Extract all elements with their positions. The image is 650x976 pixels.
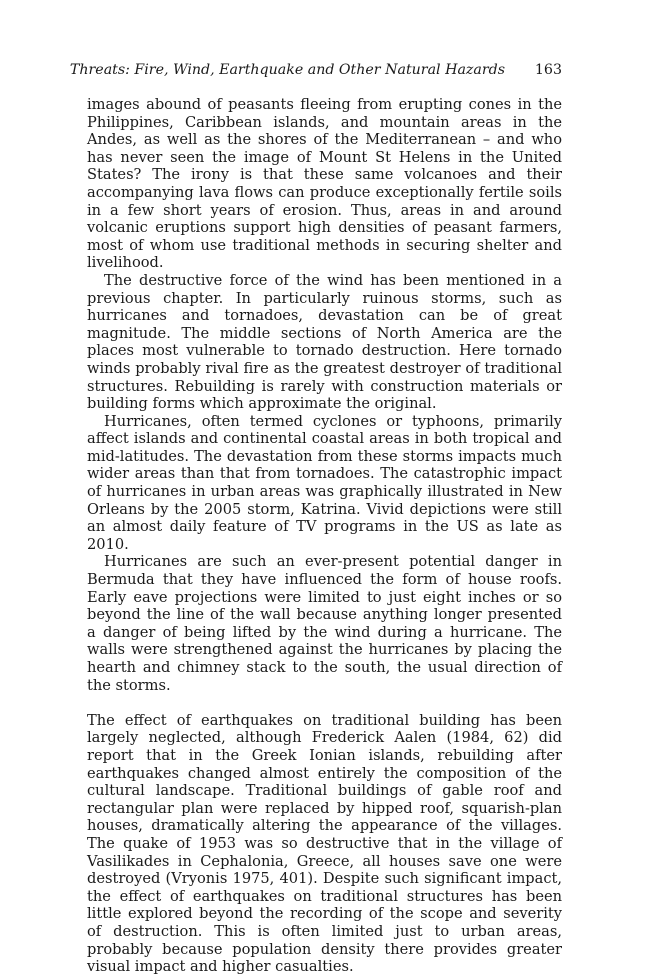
running-title: Threats: Fire, Wind, Earthquake and Other Natural Hazards (69, 62, 505, 78)
paragraph-bermuda: Hurricanes are such an ever-present potential danger in Bermuda that they have influenced the form of house roofs. Early eave projections were limited to just eight inches or so beyond the line of the wall because anything longer presented a danger of being lifted by the wind during a hurricane. The walls were strengthened against the hurricanes by placing the hearth and chimney stack to the south, the usual direction of the storms. (87, 553, 562, 694)
book-page (69, 0, 562, 976)
body-text (87, 96, 562, 976)
paragraph-wind: The destructive force of the wind has been mentioned in a previous chapter. In particularly ruinous storms, such as hurricanes and tornadoes, devastation can be of great magnitude. The middle sections of North America are the places most vulnerable to tornado destruction. Here tornado winds probably rival fire as the greatest destroyer of traditional structures. Rebuilding is rarely with construction materials or building forms which approximate the original. (87, 271, 562, 413)
paragraph-volcanoes: images abound of peasants fleeing from erupting cones in the Philippines, Caribbean islands, and mountain areas in the Andes, as well as the shores of the Mediterranean – and who has never seen the image of Mount St Helens in the United States? The irony is that these same volcanoes and their accompanying lava flows can produce exceptionally fertile soils in a few short years of erosion. Thus, areas in and around volcanic eruptions support high densities of peasant farmers, most of whom use traditional methods in securing shelter and livelihood. (87, 96, 562, 272)
running-head (69, 60, 562, 80)
page-number: 163 (534, 62, 562, 78)
paragraph-earthquakes: The effect of earthquakes on traditional building has been largely neglected, although Frederick Aalen (1984, 62) did report that in the Greek Ionian islands, rebuilding after earthquakes changed almost entirely the composition of the cultural landscape. Traditional buildings of gable roof and rectangular plan were replaced by hipped roof, squarish-plan houses, dramatically altering the appearance of the villages. The quake of 1953 was so destructive that in the village of Vasilikades in Cephalonia, Greece, all houses save one were destroyed (Vryonis 1975, 401). Despite such significant impact, the effect of earthquakes on traditional structures has been little explored beyond the recording of the scope and severity of destruction. This is often limited just to urban areas, probably because population density there provides greater visual impact and higher casualties. (87, 711, 562, 976)
paragraph-hurricanes: Hurricanes, often termed cyclones or typhoons, primarily affect islands and continental coastal areas in both tropical and mid-latitudes. The devastation from these storms impacts much wider areas than that from tornadoes. The catastrophic impact of hurricanes in urban areas was graphically illustrated in New Orleans by the 2005 storm, Katrina. Vivid depictions were still an almost daily feature of TV programs in the US as late as 2010. (87, 412, 562, 553)
